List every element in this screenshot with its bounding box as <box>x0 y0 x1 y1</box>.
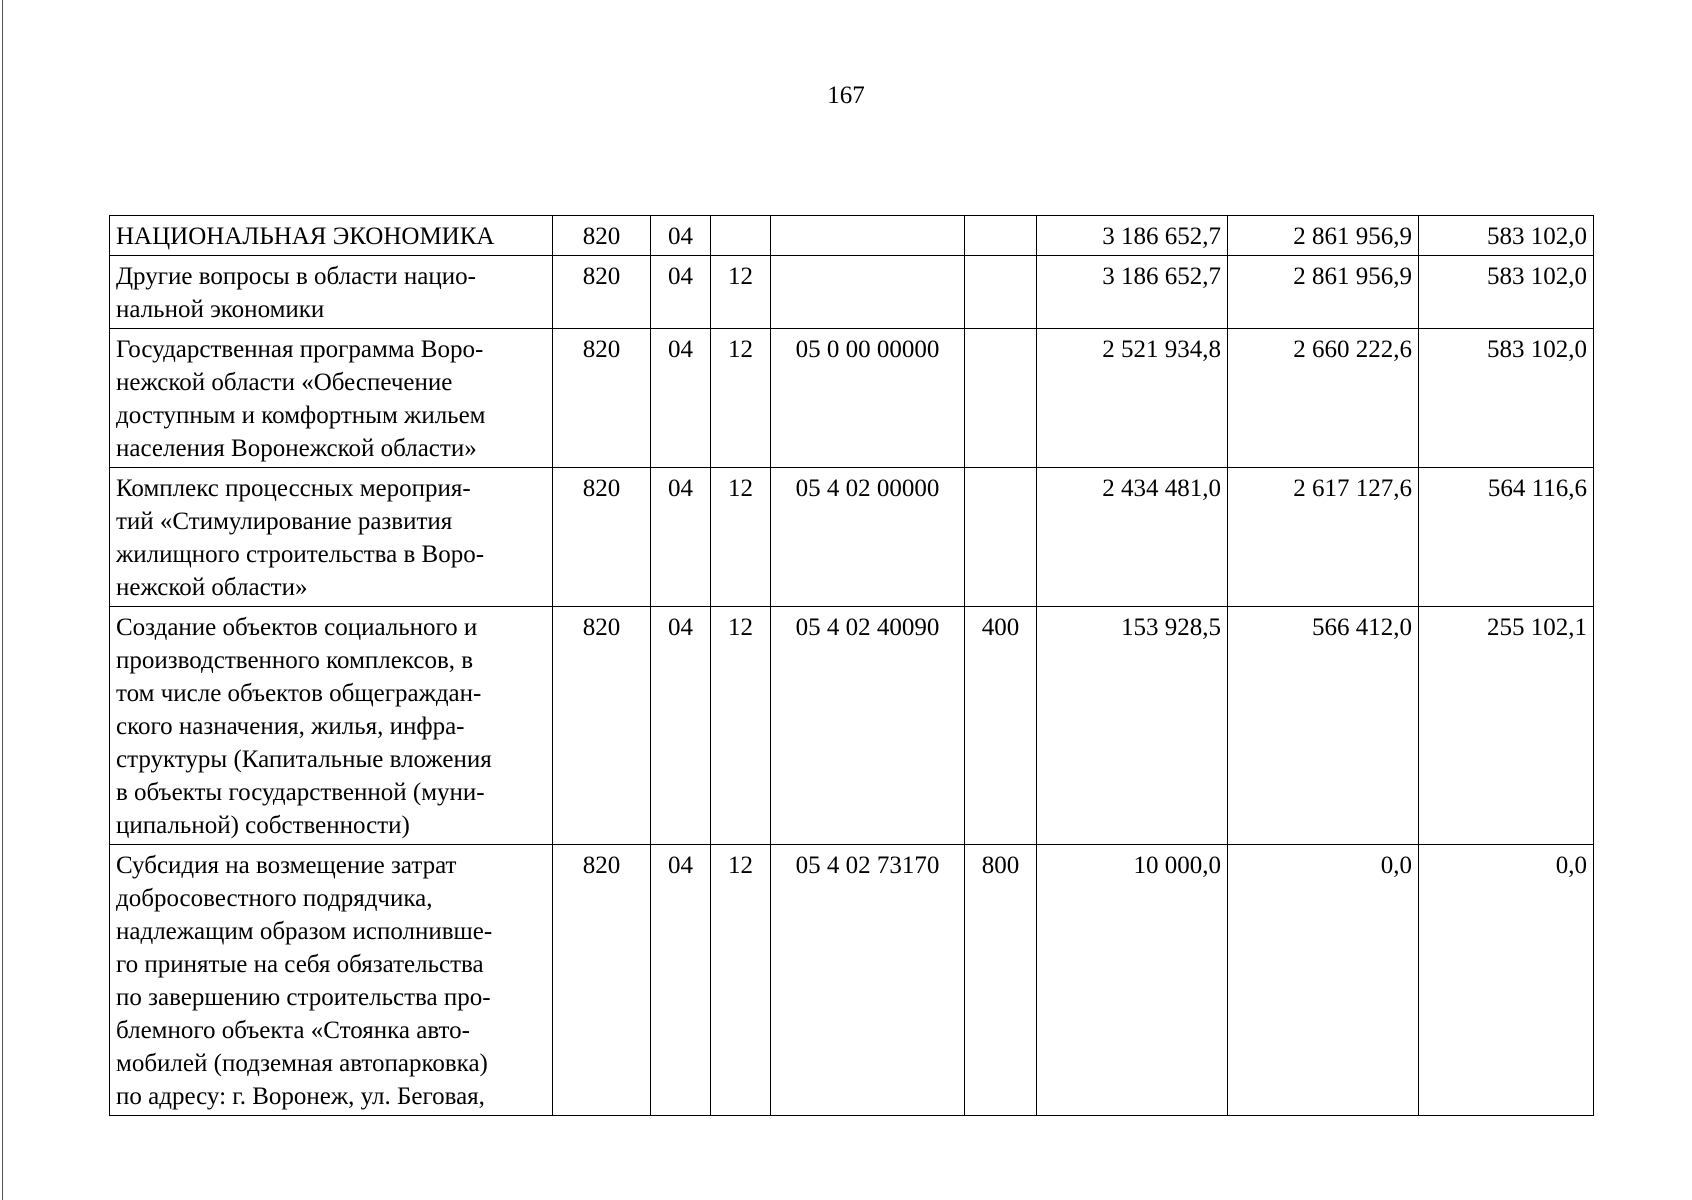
subsection-code-cell: 12 <box>711 845 771 1116</box>
amount-year-1-cell: 3 186 652,7 <box>1037 256 1228 329</box>
page-number: 167 <box>827 82 865 109</box>
amount-year-3-cell: 583 102,0 <box>1419 216 1594 256</box>
expense-type-cell <box>965 256 1037 329</box>
amount-year-2-cell: 2 861 956,9 <box>1228 216 1419 256</box>
grbs-code-cell: 820 <box>553 468 651 607</box>
subsection-code-cell <box>711 216 771 256</box>
table-row <box>110 607 1594 845</box>
section-code-cell: 04 <box>651 216 711 256</box>
target-article-cell <box>771 216 965 256</box>
amount-year-3-cell: 583 102,0 <box>1419 256 1594 329</box>
table-row <box>110 845 1594 1116</box>
target-article-cell: 05 4 02 73170 <box>771 845 965 1116</box>
grbs-code-cell: 820 <box>553 607 651 845</box>
amount-year-3-cell: 255 102,1 <box>1419 607 1594 845</box>
amount-year-2-cell: 2 660 222,6 <box>1228 329 1419 468</box>
amount-year-2-cell: 2 617 127,6 <box>1228 468 1419 607</box>
grbs-code-cell: 820 <box>553 329 651 468</box>
scan-edge-line <box>2 0 3 1200</box>
section-code-cell: 04 <box>651 329 711 468</box>
table-row <box>110 256 1594 329</box>
subsection-code-cell: 12 <box>711 468 771 607</box>
subsection-code-cell: 12 <box>711 607 771 845</box>
table-row <box>110 468 1594 607</box>
table-row <box>110 329 1594 468</box>
amount-year-2-cell: 0,0 <box>1228 845 1419 1116</box>
target-article-cell: 05 4 02 00000 <box>771 468 965 607</box>
grbs-code-cell: 820 <box>553 845 651 1116</box>
amount-year-3-cell: 583 102,0 <box>1419 329 1594 468</box>
amount-year-1-cell: 2 521 934,8 <box>1037 329 1228 468</box>
expense-type-cell: 400 <box>965 607 1037 845</box>
table-row <box>110 216 1594 256</box>
amount-year-2-cell: 566 412,0 <box>1228 607 1419 845</box>
expense-type-cell <box>965 216 1037 256</box>
expense-type-cell: 800 <box>965 845 1037 1116</box>
target-article-cell: 05 4 02 40090 <box>771 607 965 845</box>
amount-year-1-cell: 2 434 481,0 <box>1037 468 1228 607</box>
subsection-code-cell: 12 <box>711 256 771 329</box>
amount-year-2-cell: 2 861 956,9 <box>1228 256 1419 329</box>
amount-year-1-cell: 153 928,5 <box>1037 607 1228 845</box>
section-code-cell: 04 <box>651 468 711 607</box>
section-code-cell: 04 <box>651 607 711 845</box>
row-name-cell: Создание объектов социального и производственного комплексов, в том числе объектов общеграждан- ского назначения, жилья, инфра- структуры (Капитальные вложения в объекты государственной (муни- ципальной) собственности) <box>110 607 553 845</box>
row-name-cell: Государственная программа Воро- нежской области «Обеспечение доступным и комфортным жильем населения Воронежской области» <box>110 329 553 468</box>
row-name-cell: Субсидия на возмещение затрат добросовестного подрядчика, надлежащим образом исполнивше- го принятые на себя обязательства по завершению строительства про- блемного объекта «Стоянка авто- мобилей (подземная автопарковка) по адресу: г. Воронеж, ул. Беговая, <box>110 845 553 1116</box>
target-article-cell <box>771 256 965 329</box>
section-code-cell: 04 <box>651 845 711 1116</box>
grbs-code-cell: 820 <box>553 256 651 329</box>
expense-type-cell <box>965 329 1037 468</box>
row-name-cell: Комплекс процессных мероприя- тий «Стимулирование развития жилищного строительства в Воро- нежской области» <box>110 468 553 607</box>
row-name-cell: Другие вопросы в области нацио- нальной экономики <box>110 256 553 329</box>
amount-year-3-cell: 0,0 <box>1419 845 1594 1116</box>
expense-type-cell <box>965 468 1037 607</box>
amount-year-1-cell: 10 000,0 <box>1037 845 1228 1116</box>
row-name-cell: НАЦИОНАЛЬНАЯ ЭКОНОМИКА <box>110 216 553 256</box>
amount-year-1-cell: 3 186 652,7 <box>1037 216 1228 256</box>
amount-year-3-cell: 564 116,6 <box>1419 468 1594 607</box>
budget-table <box>109 215 1594 1116</box>
target-article-cell: 05 0 00 00000 <box>771 329 965 468</box>
grbs-code-cell: 820 <box>553 216 651 256</box>
section-code-cell: 04 <box>651 256 711 329</box>
subsection-code-cell: 12 <box>711 329 771 468</box>
table-body <box>110 216 1594 1116</box>
